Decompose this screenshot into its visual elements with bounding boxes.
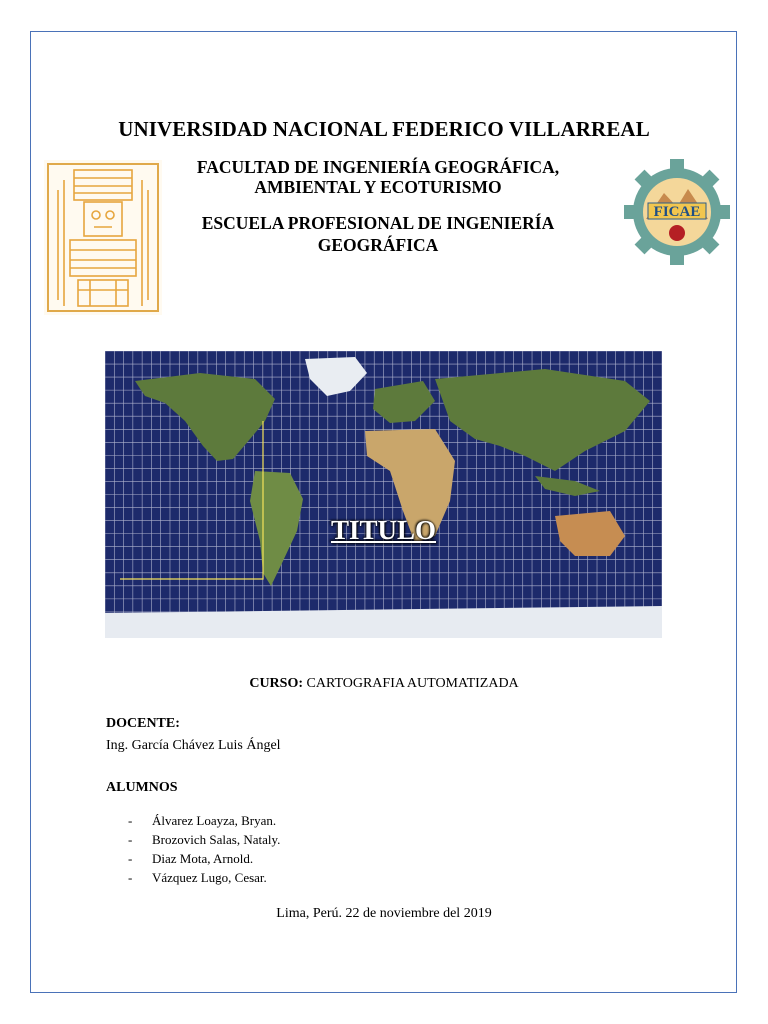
school-line-2: GEOGRÁFICA xyxy=(317,235,439,255)
world-map-image xyxy=(105,351,662,638)
docente-label: DOCENTE: xyxy=(106,716,180,731)
school-line-1: ESCUELA PROFESIONAL DE INGENIERÍA xyxy=(201,213,555,233)
ficae-gear-logo xyxy=(622,157,732,267)
list-bullet: - xyxy=(128,851,133,866)
course-value: CARTOGRAFIA AUTOMATIZADA xyxy=(306,676,519,691)
student-list xyxy=(128,811,280,887)
list-item xyxy=(128,830,280,849)
date-line: Lima, Perú. 22 de noviembre del 2019 xyxy=(276,906,492,921)
school-name xyxy=(160,212,596,256)
course-line xyxy=(0,676,768,692)
university-title: UNIVERSIDAD NACIONAL FEDERICO VILLARREAL xyxy=(118,117,650,141)
list-item xyxy=(128,868,280,887)
alumnos-label: ALUMNOS xyxy=(106,780,178,795)
list-bullet: - xyxy=(128,870,133,885)
student-name: Álvarez Loayza, Bryan. xyxy=(152,813,277,828)
list-item xyxy=(128,811,280,830)
student-name: Brozovich Salas, Nataly. xyxy=(152,832,281,847)
list-bullet: - xyxy=(128,813,133,828)
student-name: Vázquez Lugo, Cesar. xyxy=(152,870,267,885)
faculty-line-1: FACULTAD DE INGENIERÍA GEOGRÁFICA, xyxy=(196,157,560,177)
faculty-name xyxy=(160,157,596,197)
faculty-line-2: AMBIENTAL Y ECOTURISMO xyxy=(254,177,502,197)
list-item xyxy=(128,849,280,868)
student-name: Diaz Mota, Arnold. xyxy=(152,851,254,866)
inca-emblem-icon xyxy=(44,160,162,315)
map-title: TITULO xyxy=(330,515,437,545)
ficae-logo-text: FICAE xyxy=(653,204,701,220)
docente-name: Ing. García Chávez Luis Ángel xyxy=(106,738,281,753)
course-label: CURSO: xyxy=(249,676,303,691)
list-bullet: - xyxy=(128,832,133,847)
